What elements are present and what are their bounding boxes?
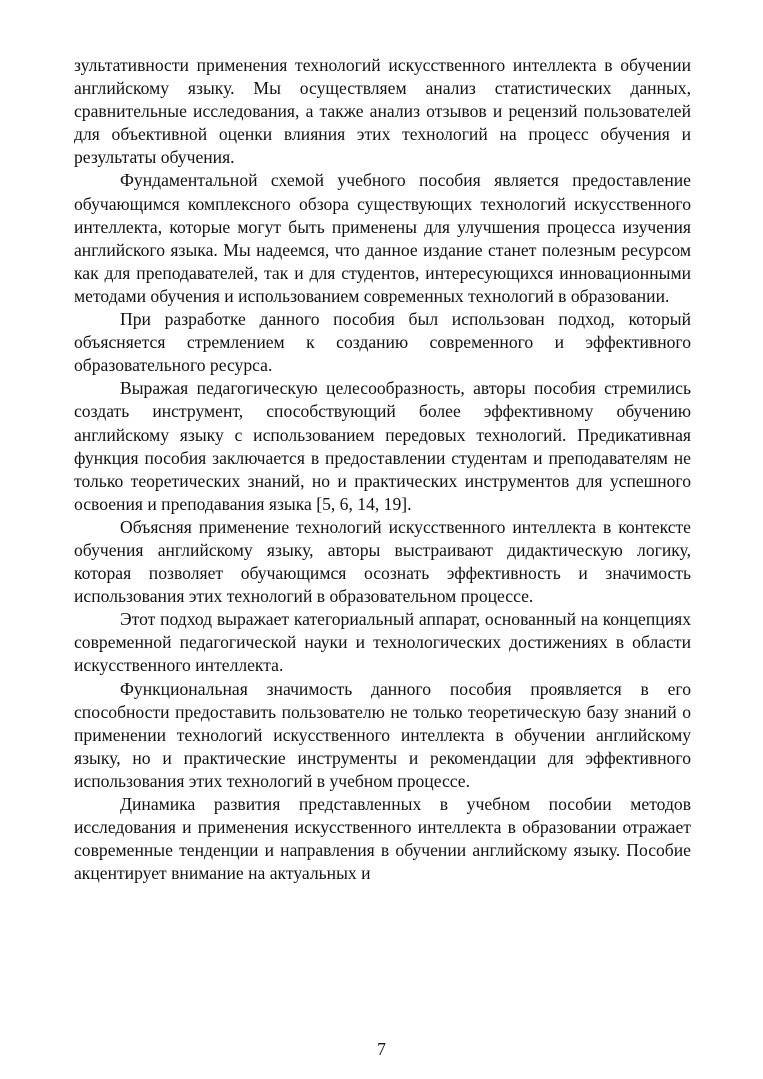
paragraph-fundamental-scheme: Фундаментальной схемой учебного пособия является предоставление обучающимся комплексного обзора существующих технологий искусственного интеллекта, которые могут быть применены для улучшения процесса изучения английского языка. Мы надеемся, что данное издание станет полезным ресурсом как для преподавателей, так и для студентов, интересующихся инновационными методами обучения и использованием современных технологий в образовании. [74, 170, 691, 306]
page-number: 7 [377, 1039, 386, 1059]
paragraph-categorical-apparatus: Этот подход выражает категориальный аппарат, основанный на концепциях современной педагогической науки и технологических достижениях в области искусственного интеллекта. [74, 609, 691, 676]
body-text [74, 54, 691, 885]
paragraph-pedagogical-expediency: Выражая педагогическую целесообразность, авторы пособия стремились создать инструмент, способствующий более эффективному обучению английскому языку с использованием передовых технологий. Предикативная функция пособия заключается в предоставлении студентам и преподавателям не только теоретических знаний, но и практических инструментов для успешного освоения и преподавания языка [5, 6, 14, 19]. [74, 378, 691, 514]
paragraph-development-dynamics: Динамика развития представленных в учебном пособии методов исследования и применения искусственного интеллекта в образовании отражает современные тенденции и направления в обучении английскому языку. Пособие акцентирует внимание на актуальных и [74, 794, 691, 884]
paragraph-functional-significance: Функциональная значимость данного пособия проявляется в его способности предоставить пользователю не только теоретическую базу знаний о применении технологий искусственного интеллекта в обучении английскому языку, но и практические инструменты и рекомендации для эффективного использования этих технологий в учебном процессе. [74, 678, 691, 791]
paragraph-approach: При разработке данного пособия был использован подход, который объясняется стремлением к созданию современного и эффективного образовательного ресурса. [74, 309, 691, 376]
paragraph-didactic-logic: Объясняя применение технологий искусственного интеллекта в контексте обучения английскому языку, авторы выстраивают дидактическую логику, которая позволяет обучающимся осознать эффективность и значимость использования этих технологий в образовательном процессе. [74, 516, 691, 607]
paragraph-continued: зультативности применения технологий искусственного интеллекта в обучении английскому языку. Мы осуществляем анализ статистических данных, сравнительные исследования, а также анализ отзывов и рецензий пользователей для объективной оценки влияния этих технологий на процесс обучения и результаты обучения. [74, 55, 691, 168]
